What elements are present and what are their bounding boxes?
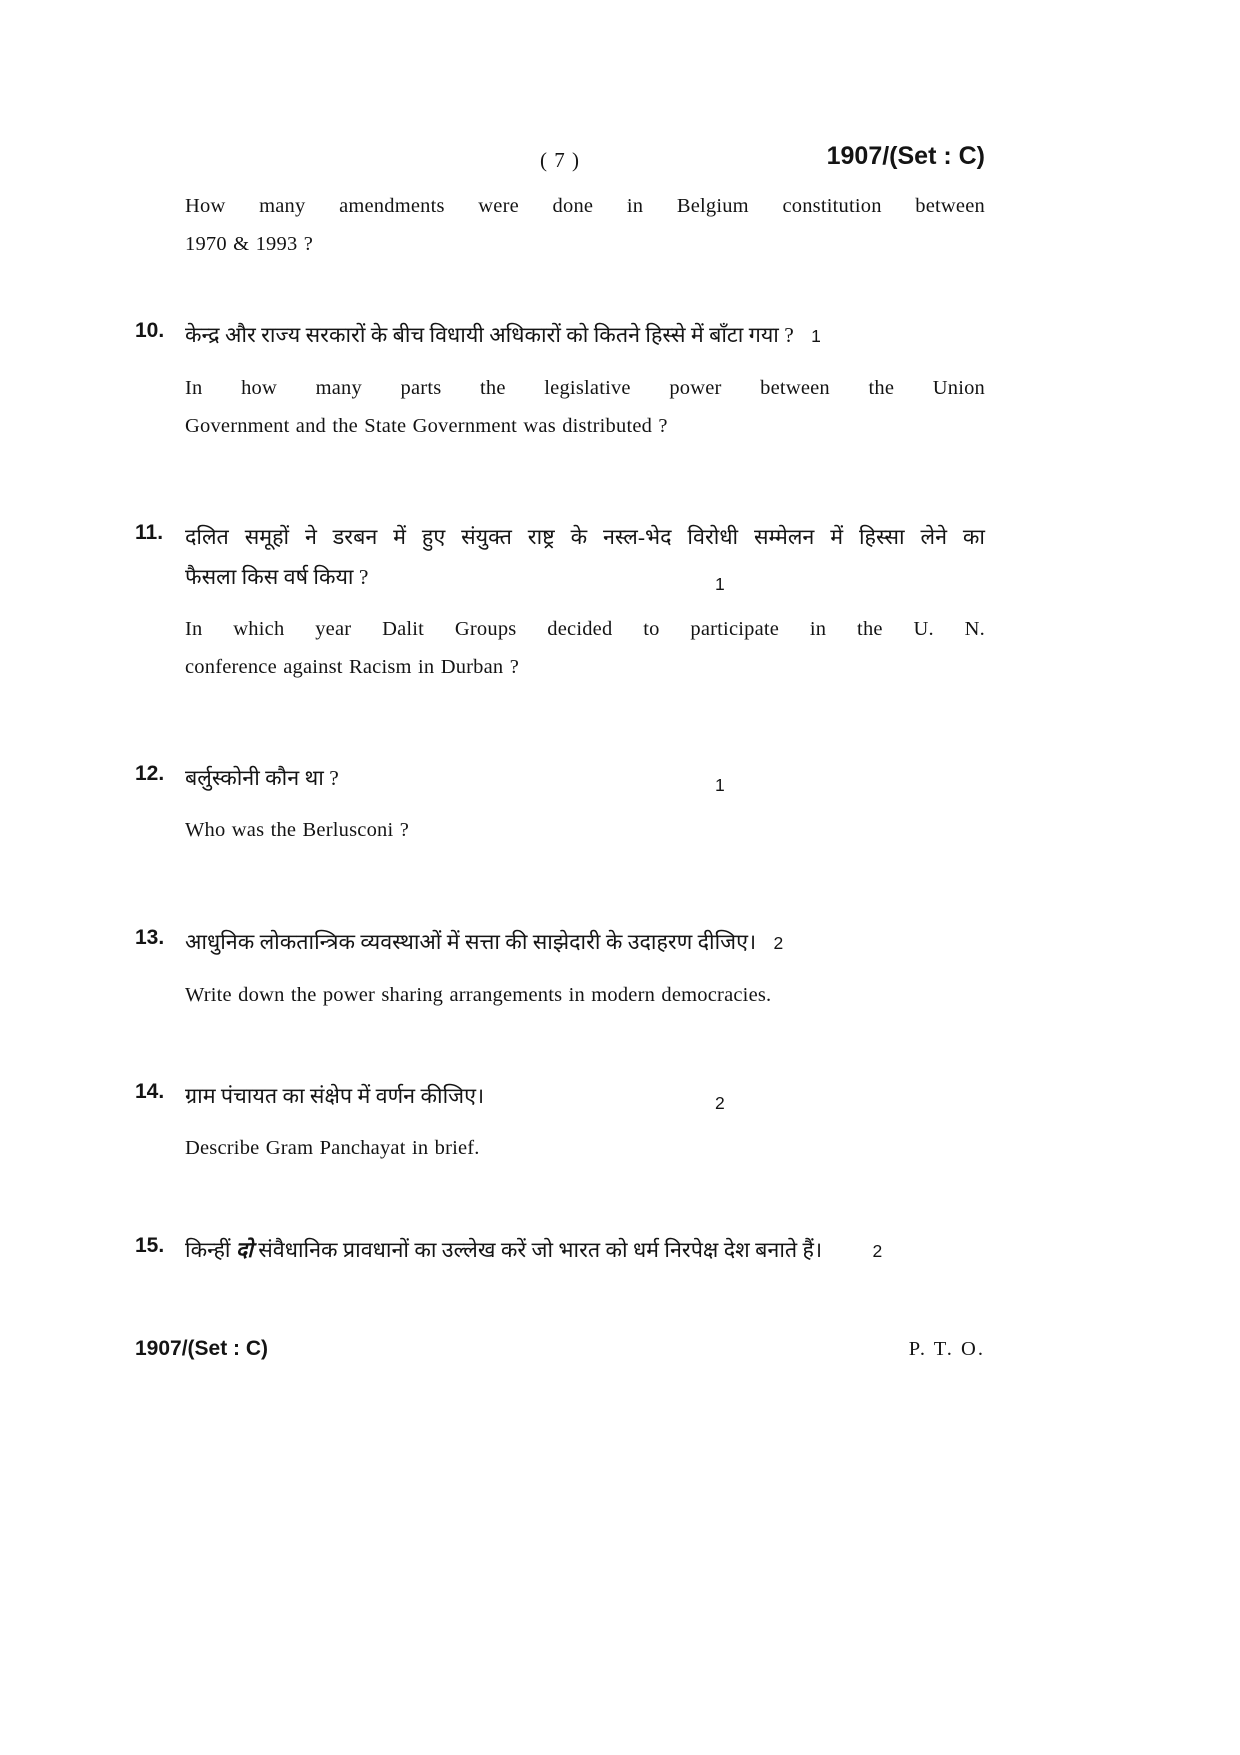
question-number: 14.: [135, 1080, 165, 1103]
question-number: 11.: [135, 521, 164, 544]
question-9-english-continuation: [185, 188, 985, 263]
question-13-english: [185, 977, 985, 1015]
question-text-hindi: केन्द्र और राज्य सरकारों के बीच विधायी अधिकारों को कितने हिस्से में बाँटा गया ?: [185, 323, 794, 347]
question-11-hindi-line-2: [185, 557, 985, 597]
marks-value: 2: [872, 1240, 883, 1261]
question-13-hindi: [185, 922, 985, 963]
question-text-hindi: ग्राम पंचायत का संक्षेप में वर्णन कीजिए।: [185, 1084, 485, 1108]
question-15: [135, 1230, 985, 1271]
marks-value: 1: [811, 326, 821, 346]
marks-value: 1: [715, 574, 725, 594]
question-12-english: [185, 812, 985, 850]
page-footer: [135, 1337, 985, 1361]
continuation-line: How many amendments were done in Belgium constitution between: [185, 195, 985, 217]
question-10-english: [185, 370, 985, 445]
question-12: [135, 758, 985, 850]
question-number: 13.: [135, 925, 165, 949]
question-text-english: In which year Dalit Groups decided to participate in the U. N.: [185, 618, 985, 640]
question-text-hindi: संवैधानिक प्रावधानों का उल्लेख करें जो भारत को धर्म निरपेक्ष देश बनाते हैं।: [252, 1237, 823, 1262]
question-15-hindi: [185, 1230, 985, 1271]
question-13: [135, 922, 985, 1015]
question-11-english: [185, 611, 985, 686]
question-text-hindi-emphasis: दो: [235, 1237, 253, 1262]
question-text-english: Write down the power sharing arrangements in modern democracies.: [185, 983, 772, 1006]
marks-value: 1: [715, 775, 725, 795]
question-12-hindi: [185, 758, 985, 798]
question-10: [135, 315, 985, 445]
question-text-english: conference against Racism in Durban ?: [185, 655, 520, 678]
page-number: ( 7 ): [540, 148, 580, 172]
question-text-hindi: बर्लुस्कोनी कौन था ?: [185, 766, 339, 790]
question-text-english: Government and the State Government was distributed ?: [185, 414, 668, 437]
continuation-line: 1970 & 1993 ?: [185, 232, 314, 255]
question-number: 10.: [135, 319, 165, 342]
question-text-english: Describe Gram Panchayat in brief.: [185, 1137, 480, 1159]
paper-code: 1907/(Set : C): [826, 142, 985, 170]
question-text-hindi: आधुनिक लोकतान्त्रिक व्यवस्थाओं में सत्ता की साझेदारी के उदाहरण दीजिए।: [185, 929, 757, 954]
marks-value: 2: [773, 932, 784, 953]
question-number: 12.: [135, 762, 165, 785]
question-text-hindi: किन्हीं: [185, 1237, 236, 1262]
question-10-hindi: [185, 315, 985, 356]
pto-label: P. T. O.: [908, 1337, 985, 1360]
question-14: [135, 1076, 985, 1168]
question-14-english: [185, 1130, 985, 1168]
question-text-english: In how many parts the legislative power between the Union: [185, 377, 985, 399]
footer-paper-code: 1907/(Set : C): [135, 1336, 269, 1360]
question-11: [135, 517, 985, 686]
question-text-english: Who was the Berlusconi ?: [185, 819, 409, 841]
question-14-hindi: [185, 1076, 985, 1116]
question-11-hindi-line-1: दलित समूहों ने डरबन में हुए संयुक्त राष्ट्र के नस्ल-भेद विरोधी सम्मेलन में हिस्सा लेने का: [185, 525, 985, 549]
page-header: [135, 142, 985, 184]
marks-value: 2: [715, 1093, 725, 1113]
question-text-hindi: फैसला किस वर्ष किया ?: [185, 565, 369, 589]
question-number: 15.: [135, 1233, 165, 1257]
